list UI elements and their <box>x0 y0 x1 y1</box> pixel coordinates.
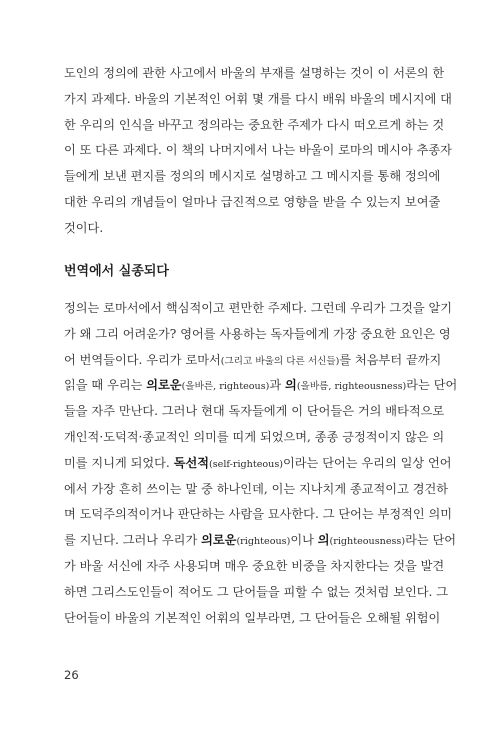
text-line <box>64 348 442 374</box>
section-heading: 번역에서 실종되다 <box>64 264 169 279</box>
parenthetical-note: (righteous) <box>236 536 291 548</box>
text-line: 들을 자주 만난다. 그러나 현대 독자들에게 이 단어들은 거의 배타적으로 <box>64 404 445 419</box>
text-line: 가 바울 서신에 자주 사용되며 매우 중요한 비중을 차지한다는 것을 발견 <box>64 558 445 573</box>
parenthetical-note: (올바른, righteous) <box>181 381 270 393</box>
text-run: 라는 단어 <box>406 378 458 393</box>
page-number: 26 <box>64 668 79 682</box>
parenthetical-note: (righteousness) <box>329 536 406 548</box>
text-line: 하면 그리스도인들이 적어도 그 단어들을 피할 수 없는 것처럼 보인다. 그 <box>64 584 449 599</box>
text-run: 이나 <box>290 533 318 548</box>
text-run: 이라는 단어는 우리의 일상 언어 <box>283 455 452 470</box>
text-line <box>64 373 458 399</box>
text-line <box>64 528 457 554</box>
text-line: 에서 가장 흔히 쓰이는 말 중 하나인데, 이는 지나치게 종교적이고 경건하 <box>64 481 449 496</box>
text-line: 며 도덕주의적이거나 판단하는 사람을 묘사한다. 그 단어는 부정적인 의미 <box>64 507 453 522</box>
text-run: 과 <box>269 378 286 393</box>
text-line: 들에게 보낸 편지를 정의의 메시지로 설명하고 그 메시지를 통해 정의에 <box>64 169 441 184</box>
text-run: 를 처음부터 끝까지 <box>339 352 442 367</box>
text-line: 대한 우리의 개념들이 얼마나 급진적으로 영향을 받을 수 있는지 보여줄 <box>64 194 441 209</box>
emphasis-term: 의 <box>285 378 297 393</box>
text-line: 한 우리의 인식을 바꾸고 정의라는 중요한 주제가 다시 떠오르게 하는 것 <box>64 117 445 132</box>
text-run: 를 지닌다. 그러나 우리가 <box>64 533 202 548</box>
text-run: 읽을 때 우리는 <box>64 378 147 393</box>
emphasis-term: 의로운 <box>201 533 237 548</box>
paragraph-lost-in-translation <box>64 296 458 631</box>
text-line: 이 또 다른 과제다. 이 책의 나머지에서 나는 바울이 로마의 메시아 추종자 <box>64 143 452 158</box>
text-line: 개인적·도덕적·종교적인 의미를 띠게 되었으며, 종종 긍정적이지 않은 의 <box>64 429 445 444</box>
text-run: 라는 단어 <box>405 533 457 548</box>
emphasis-term: 독선적 <box>173 455 210 470</box>
emphasis-term: 의로운 <box>146 378 182 393</box>
text-run: 미를 지니게 되었다. <box>64 455 174 470</box>
parenthetical-note: (올바름, righteousness) <box>296 381 407 393</box>
text-line: 가지 과제다. 바울의 기본적인 어휘 몇 개를 다시 배워 바울의 메시지에 대 <box>64 91 452 106</box>
text-line: 단어들이 바울의 기본적인 어휘의 일부라면, 그 단어들은 오해될 위험이 <box>64 610 441 625</box>
text-line: 것이다. <box>64 220 104 235</box>
text-line: 정의는 로마서에서 핵심적이고 편만한 주제다. 그런데 우리가 그것을 알기 <box>64 301 453 315</box>
emphasis-term: 의 <box>317 533 330 548</box>
text-line: 가 왜 그리 어려운가? 영어를 사용하는 독자들에게 가장 중요한 요인은 영 <box>64 326 451 341</box>
text-run: 어 번역들이다. 우리가 로마서 <box>64 352 221 367</box>
paragraph-intro <box>64 61 452 242</box>
parenthetical-note: (self-righteous) <box>209 458 284 470</box>
text-line <box>64 451 452 477</box>
parenthetical-note: (그리고 바울의 다른 서신들) <box>220 355 340 367</box>
text-line: 도인의 정의에 관한 사고에서 바울의 부재를 설명하는 것이 이 서론의 한 <box>64 66 445 80</box>
